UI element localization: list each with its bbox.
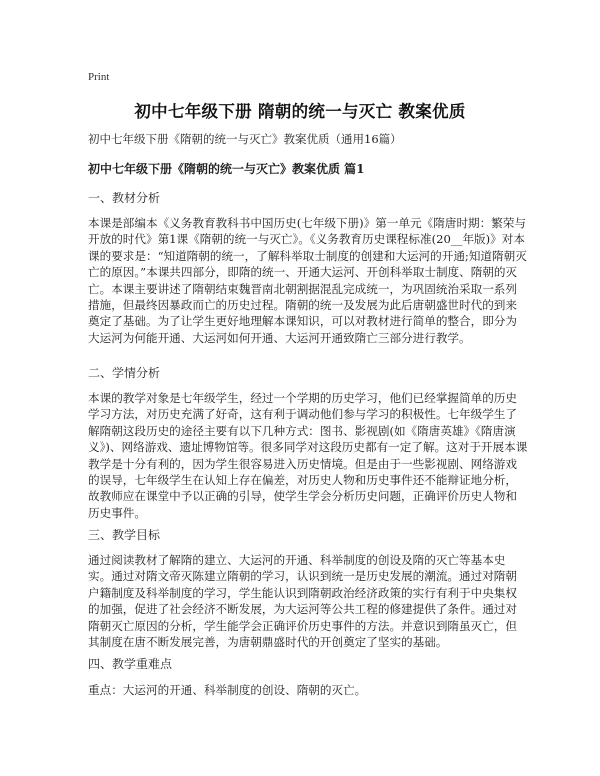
- print-link[interactable]: Print: [88, 71, 110, 83]
- page-title: 初中七年级下册 隋朝的统一与灭亡 教案优质: [134, 102, 466, 121]
- section-heading-textbook-analysis: 一、教材分析: [88, 191, 161, 205]
- section-heading-student-analysis: 二、学情分析: [88, 366, 161, 380]
- section-body-teaching-goals: 通过阅读教材了解隋的建立、大运河的开通、科举制度的创设及隋的灭亡等基本史实。通过对隋文帝灭陈建立隋朝的学习，认识到统一是历史发展的潮流。通过对隋朝户籍制度及科举制度的学习，学生能认识到隋朝政治经济政策的实行有利于中央集权的加强，促进了社会经济不断发展，为大运河等公共工程的修建提供了条件。通过对隋朝灭亡原因的分析，学生能学会正确评价历史事件的方法。并意识到隋虽灭亡，但其制度在唐不断发展完善，为唐朝鼎盛时代的开创奠定了坚实的基础。: [88, 553, 517, 650]
- section-body-textbook-analysis: 本课是部编本《义务教育教科书中国历史(七年级下册)》第一单元《隋唐时期：繁荣与开放的时代》第1课《隋朝的统一与灭亡》。《义务教育历史课程标准(20__年版)》对本课的要求是：“知道隋朝的统一，了解科举取士制度的创建和大运河的开通;知道隋朝灭亡的原因。”本课共四部分，即隋的统一、开通大运河、开创科举取士制度、隋朝的灭亡。本课主要讲述了隋朝结束魏晋南北朝割据混乱完成统一，为巩固统治采取一系列措施，但最终因暴政而亡的历史过程。隋朝的统一及发展为此后唐朝盛世时代的到来奠定了基础。为了让学生更好地理解本课知识，可以对教材进行简单的整合，即分为大运河为何能开通、大运河如何开通、大运河开通致隋亡三部分进行教学。: [88, 216, 527, 345]
- section-body-key-points: 重点：大运河的开通、科举制度的创设、隋朝的灭亡。: [88, 683, 367, 697]
- document-subtitle: 初中七年级下册《隋朝的统一与灭亡》教案优质（通用16篇）: [88, 132, 402, 146]
- section-heading-key-points: 四、教学重难点: [88, 657, 173, 671]
- article-heading: 初中七年级下册《隋朝的统一与灭亡》教案优质 篇1: [88, 162, 365, 176]
- section-body-student-analysis: 本课的教学对象是七年级学生，经过一个学期的历史学习，他们已经掌握简单的历史学习方法，对历史充满了好奇，这有利于调动他们参与学习的积极性。七年级学生了解隋朝这段历史的途径主要有以下几种方式：图书、影视剧(如《隋唐英雄》《隋唐演义》)、网络游戏、遗址博物馆等。很多同学对这段历史都有一定了解。这对于开展本课教学是十分有利的，因为学生很容易进入历史情境。但是由于一些影视剧、网络游戏的误导，七年级学生在认知上存在偏差，对历史人物和历史事件还不能辩证地分析，故教师应在课堂中予以正确的引导，使学生学会分析历史问题，正确评价历史人物和历史事件。: [88, 391, 528, 520]
- section-heading-teaching-goals: 三、教学目标: [88, 528, 161, 542]
